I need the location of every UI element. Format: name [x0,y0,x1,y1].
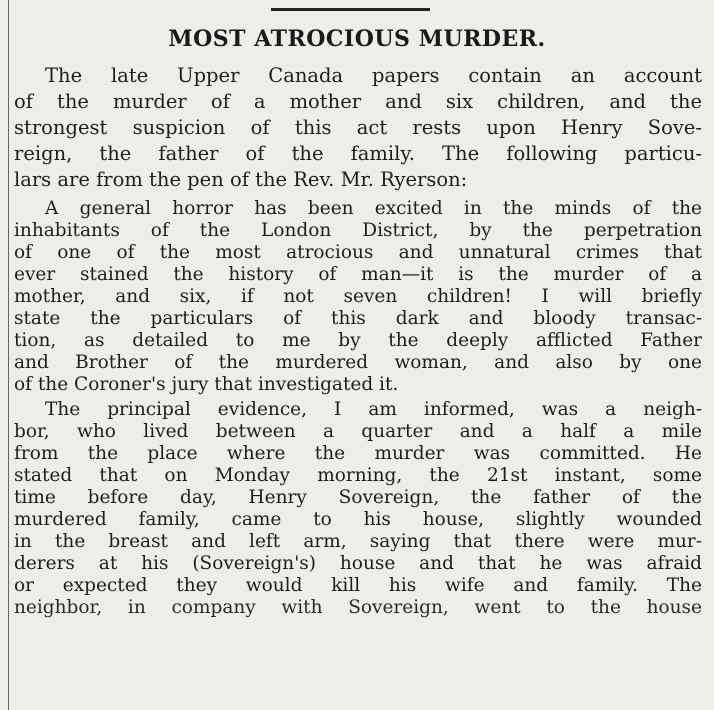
text-line: time before day, Henry Sovereign, the father of the [14,487,702,508]
text-line: of the murder of a mother and six children, and the [14,90,702,113]
text-line: stated that on Monday morning, the 21st instant, some [14,465,702,486]
text-line: strongest suspicion of this act rests upon Henry Sove- [14,116,702,139]
text-line: reign, the father of the family. The following particu- [14,142,702,165]
text-line: murdered family, came to his house, slightly wounded [14,509,702,530]
text-line: A general horror has been excited in the minds of the [45,198,702,219]
text-line: of one of the most atrocious and unnatural crimes that [14,242,702,263]
headline-rule [271,8,430,11]
text-line: tion, as detailed to me by the deeply afflicted Father [14,330,702,351]
text-line: or expected they would kill his wife and family. The [14,575,702,596]
headline: MOST ATROCIOUS MURDER. [168,26,546,52]
text-line: inhabitants of the London District, by the perpetration [14,220,702,241]
text-line: ever stained the history of man—it is the murder of a [14,264,702,285]
text-line: bor, who lived between a quarter and a half a mile [14,421,702,442]
text-line: state the particulars of this dark and bloody transac- [14,308,702,329]
text-line: The principal evidence, I am informed, was a neigh- [45,399,702,420]
text-line: of the Coroner's jury that investigated it. [14,374,399,395]
text-line: in the breast and left arm, saying that there were mur- [14,531,702,552]
text-line: mother, and six, if not seven children! I will briefly [14,286,702,307]
text-line: from the place where the murder was committed. He [14,443,702,464]
text-line: neighbor, in company with Sovereign, went to the house [14,597,702,618]
column-rule [8,0,9,710]
text-line: The late Upper Canada papers contain an account [45,64,702,87]
text-line: lars are from the pen of the Rev. Mr. Ryerson: [14,168,468,191]
text-line: and Brother of the murdered woman, and also by one [14,352,702,373]
text-line: derers at his (Sovereign's) house and that he was afraid [14,553,702,574]
